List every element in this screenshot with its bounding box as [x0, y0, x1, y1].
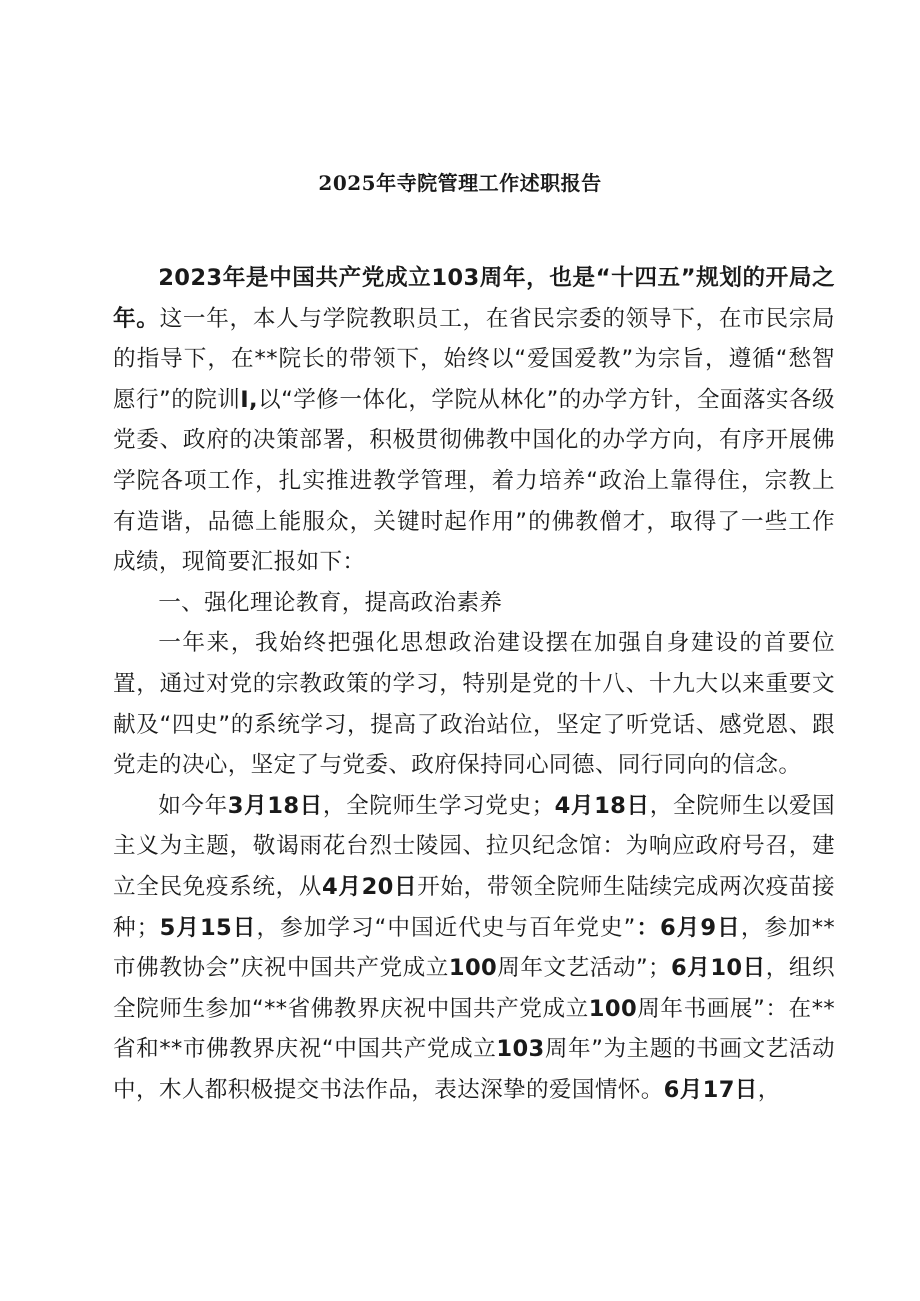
text-run: ，全院师生学习党史； — [322, 792, 555, 819]
text-run: ，参加**市佛教协会”庆祝中国共产党成立 — [113, 914, 835, 982]
text-run: ，参加学习“中国近代史与百年党史” — [256, 914, 636, 941]
number-run: 100 — [588, 995, 638, 1022]
text-run: ， — [757, 1076, 781, 1103]
text-run: 一、强化理论教育，提高政治素养 — [158, 589, 503, 616]
section-heading — [113, 583, 835, 624]
text-run: ，全院师生以爱国主义为主题，敬谒雨花台烈士陵园、拉贝纪念馆：为响应政府号召，建立全民免疫系统，从 — [113, 792, 835, 900]
document-body — [113, 258, 835, 1110]
body-paragraph — [113, 623, 835, 785]
text-run: 一年来，我始终把强化思想政治建设摆在加强自身建设的首要位置，通过对党的宗教政策的学习，特别是党的十八、十九大以来重要文献及“四史”的系统学习，提高了政治站位，坚定了听党话、感党恩、跟党走的决心，坚定了与党委、政府保持同心同德、同行同向的信念。 — [113, 630, 835, 779]
text-run: 如今年 — [158, 792, 228, 819]
number-run: 103 — [496, 1036, 545, 1063]
document-title: 2025年寺院管理工作述职报告 — [318, 171, 602, 195]
date-run: 4月20日 — [322, 873, 418, 900]
text-run: 这一年，本人与学院教职员工，在省民宗委的领导下，在市民宗局的指导下，在**院长的带领下，始终以“爱国爱教”为宗旨，遵循“愁智愿行”的院训 — [113, 305, 835, 413]
text-run: 开始，带领全院师生陆续完成两次疫苗接种； — [113, 873, 835, 941]
text-run: 周年”为主题的书画文艺活动中，木人都积极提交书法作品，表达深挚的爱国情怀。 — [113, 1036, 835, 1103]
number-run: 100 — [448, 955, 498, 982]
body-paragraph — [113, 786, 835, 1111]
date-run: 4月18日 — [554, 792, 650, 819]
text-run: I, — [240, 386, 258, 413]
intro-paragraph — [113, 258, 835, 583]
date-run: 5月15日 — [159, 914, 257, 941]
date-run: ：6月9日 — [635, 914, 741, 941]
text-run: 以“学修一体化，学院从林化”的办学方针，全面落实各级党委、政府的决策部署，积极贯彻佛教中国化的办学方向，有序开展佛学院各项工作，扎实推进教学管理，着力培养“政治上靠得住，宗教上有造谐，品德上能服众，关键时起作用”的佛教僧才，取得了一些工作成绩，现简要汇报如下： — [113, 386, 835, 576]
text-run: 周年文艺活动”； — [497, 955, 671, 982]
date-run: 6月10日 — [671, 955, 766, 982]
text-run: ，组织全院师生参加“**省佛教界庆祝中国共产党成立 — [113, 955, 835, 1022]
text-run: 周年书画展”：在**省和**市佛教界庆祝“中国共产党成立 — [113, 995, 835, 1063]
date-run: 6月17日 — [663, 1076, 758, 1103]
date-run: 3月18日 — [227, 792, 323, 819]
text-run: 2023年是中国共产党成立103周年，也是“十四五”规划的开局之年。 — [113, 265, 835, 332]
